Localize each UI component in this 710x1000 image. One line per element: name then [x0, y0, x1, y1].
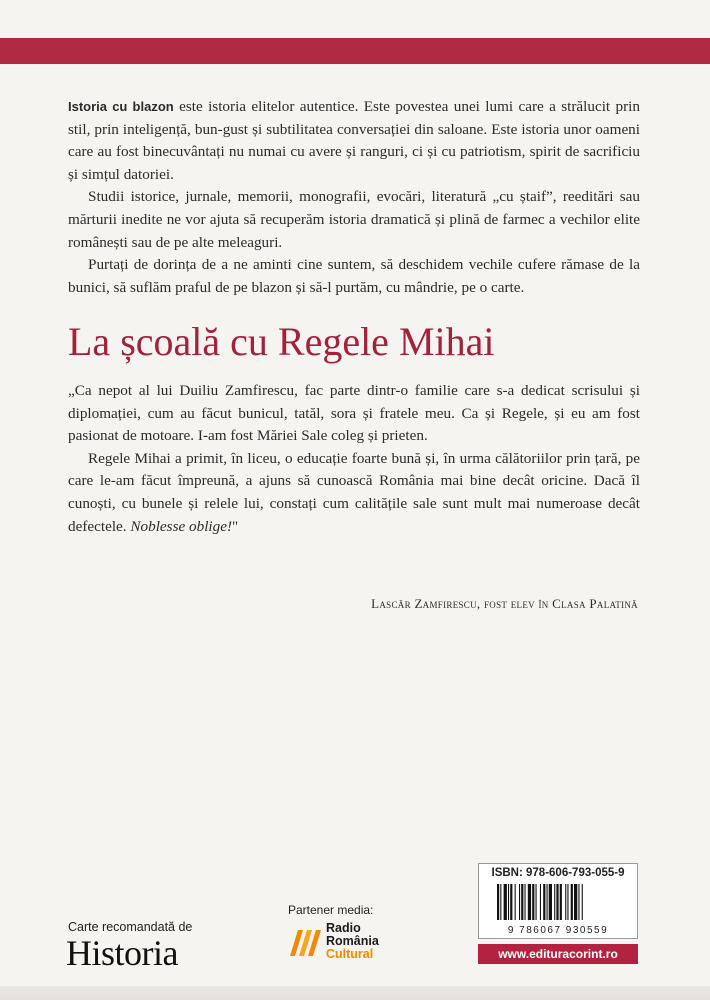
publisher-url: www.edituracorint.ro — [478, 944, 638, 964]
historia-logo: Historia — [66, 933, 178, 973]
quote-paragraph-2: Regele Mihai a primit, în liceu, o educație foarte bună și, în urma călătoriilor prin țară, pe care le-am făcut împreună, a ajuns să cunoască România mai bine decât oricine. Dacă îl cunoști, cu bunele și relele lui, constați cum calitățile sale sunt mult mai numeroase decât defectele. Noblesse oblige!" — [68, 449, 640, 535]
intro-paragraph-2: Studii istorice, jurnale, memorii, monografii, evocări, literatură „cu ștaif”, reeditări sau mărturii inedite ne vor ajuta să recuperăm istoria dramatică și plină de farmec a vechilor elite românești sau de pe alte meleaguri. — [68, 188, 640, 251]
series-name: Istoria cu blazon — [68, 99, 174, 114]
radio-line-2: România — [326, 934, 379, 948]
radio-romania-cultural-logo — [288, 922, 408, 968]
quote-author: Lascăr Zamfirescu, fost elev în Clasa Palatină — [371, 596, 638, 611]
quote-paragraph-1: „Ca nepot al lui Duiliu Zamfirescu, fac parte dintr-o familie care s-a dedicat scrisului și diplomației, cum au făcut bunicul, tatăl, sora și fratele meu. Ca și Regele, și eu am fost pasionat de motoare. I-am fost Măriei Sale coleg și prieten. — [68, 382, 640, 445]
author-quote — [68, 380, 640, 538]
book-title: La școală cu Regele Mihai — [68, 319, 495, 364]
barcode-number: 9 786067 930559 — [507, 925, 609, 936]
radio-waves-icon — [288, 926, 322, 958]
quote-closing: Noblesse oblige! — [130, 517, 233, 535]
top-color-band — [0, 38, 710, 64]
media-partner-label: Partener media: — [288, 903, 374, 917]
isbn-number: ISBN: 978-606-793-055-9 — [491, 867, 625, 879]
series-description — [68, 96, 640, 299]
radio-line-1: Radio — [326, 921, 361, 935]
isbn-barcode-box — [478, 863, 638, 939]
intro-paragraph-1: Istoria cu blazon este istoria elitelor autentice. Este povestea unei lumi care a strălucit prin stil, prin inteligență, bun-gust și subtilitatea conversației din saloane. Este istoria unor oameni care au fost binecuvântați nu numai cu avere și ranguri, ci și cu patriotism, spirit de sacrificiu și simțul datoriei. — [68, 98, 640, 183]
bottom-edge — [0, 986, 710, 1000]
recommended-label: Carte recomandată de — [68, 920, 193, 934]
radio-line-3: Cultural — [326, 947, 374, 961]
barcode-icon — [495, 884, 621, 922]
intro-paragraph-3: Purtați de dorința de a ne aminti cine suntem, să deschidem vechile cufere rămase de la bunici, să suflăm praful de pe blazon și să-l purtăm, cu mândrie, pe o carte. — [68, 256, 640, 296]
